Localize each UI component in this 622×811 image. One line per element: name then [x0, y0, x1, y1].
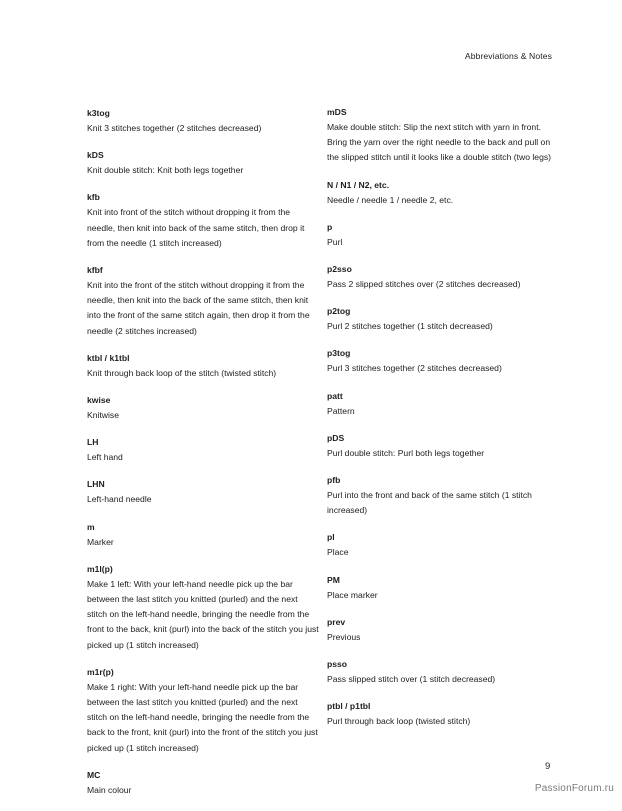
- abbreviation-term: m1r(p): [87, 666, 114, 677]
- abbreviation-definition: Knit double stitch: Knit both legs together: [87, 165, 244, 176]
- abbreviation-definition: Needle / needle 1 / needle 2, etc.: [327, 194, 454, 205]
- abbreviation-definition: Purl 3 stitches together (2 stitches decreased): [327, 363, 502, 374]
- abbreviation-term: kfbf: [87, 265, 103, 276]
- abbreviation-term: LHN: [87, 479, 105, 490]
- abbreviation-entry: [87, 264, 319, 339]
- abbreviation-term: pfb: [327, 475, 341, 486]
- abbreviation-term: m1l(p): [87, 563, 113, 574]
- abbreviation-definition: Purl through back loop (twisted stitch): [327, 716, 471, 727]
- abbreviation-term: pDS: [327, 432, 345, 443]
- abbreviation-definition: Make double stitch: Slip the next stitch with yarn in front. Bring the yarn over the right needle to the back and pull on the slipped stitch until it looks like a double stitch (two legs): [327, 122, 552, 163]
- abbreviation-entry: [327, 700, 559, 729]
- abbreviation-entry: [327, 263, 559, 292]
- abbreviation-term: mDS: [327, 107, 347, 117]
- abbreviation-term: p2sso: [327, 264, 352, 275]
- abbreviation-definition: Purl 2 stitches together (1 stitch decreased): [327, 321, 493, 332]
- abbreviation-definition: Purl: [327, 236, 343, 247]
- abbreviations-left-column: [87, 107, 319, 811]
- abbreviation-term: k3tog: [87, 108, 110, 118]
- abbreviation-entry: [87, 563, 319, 653]
- abbreviation-term: p2tog: [327, 306, 351, 317]
- abbreviation-entry: [87, 521, 319, 550]
- abbreviation-definition: Make 1 left: With your left-hand needle pick up the bar between the last stitch you knitted (purled) and the next stitch on the left-hand needle, bringing the needle from the front to the back, knit (purl) into the back of the stitch you just picked up (1 stitch increased): [87, 578, 319, 650]
- abbreviation-entry: [87, 191, 319, 251]
- abbreviation-entry: [327, 390, 559, 419]
- abbreviation-entry: [327, 347, 559, 376]
- abbreviation-entry: [327, 531, 559, 560]
- abbreviation-entry: [87, 666, 319, 756]
- abbreviation-definition: Knit into the front of the stitch without dropping it from the needle, then knit into the back of the same stitch, then knit into the front of the same stitch again, then drop it from the needle (2 stitches increased): [87, 280, 310, 336]
- abbreviation-definition: Previous: [327, 631, 361, 642]
- abbreviation-term: MC: [87, 769, 101, 780]
- abbreviations-right-column: [327, 106, 559, 742]
- abbreviation-definition: Marker: [87, 536, 114, 547]
- abbreviation-definition: Knit into front of the stitch without dropping it from the needle, then knit into back of the same stitch, then drop it from the needle (1 stitch increased): [87, 207, 305, 248]
- abbreviation-entry: [87, 769, 319, 798]
- abbreviation-term: kfb: [87, 192, 100, 203]
- abbreviation-entry: [327, 432, 559, 461]
- abbreviation-entry: [327, 474, 559, 518]
- abbreviation-definition: Pass 2 slipped stitches over (2 stitches decreased): [327, 279, 521, 290]
- abbreviation-entry: [87, 394, 319, 423]
- watermark: PassionForum.ru: [534, 783, 614, 794]
- abbreviation-definition: Pass slipped stitch over (1 stitch decreased): [327, 674, 496, 685]
- abbreviation-entry: [327, 221, 559, 250]
- abbreviation-term: N / N1 / N2, etc.: [327, 179, 390, 190]
- abbreviation-definition: Purl into the front and back of the same stitch (1 stitch increased): [327, 490, 532, 516]
- abbreviation-term: p: [327, 221, 333, 232]
- abbreviation-term: patt: [327, 390, 343, 401]
- abbreviation-definition: Left hand: [87, 452, 123, 463]
- page-number: 9: [545, 761, 551, 772]
- abbreviation-entry: [87, 107, 319, 136]
- abbreviation-term: psso: [327, 659, 348, 670]
- abbreviation-entry: [327, 658, 559, 687]
- abbreviation-definition: Make 1 right: With your left-hand needle pick up the bar between the last stitch you knitted (purled) and the next stitch on the left-hand needle, bringing the needle from the back to the front, knit (purl) into the front of the stitch you just picked up (1 stitch increased): [87, 681, 318, 753]
- abbreviation-definition: Knitwise: [87, 410, 119, 421]
- abbreviation-entry: [327, 179, 559, 208]
- abbreviation-entry: [327, 305, 559, 334]
- abbreviation-term: LH: [87, 437, 99, 448]
- abbreviation-entry: [327, 574, 559, 603]
- abbreviation-term: pl: [327, 532, 335, 543]
- abbreviation-term: ptbl / p1tbl: [327, 701, 371, 712]
- page-header-title: Abbreviations & Notes: [464, 51, 552, 61]
- abbreviation-term: kwise: [87, 395, 111, 406]
- abbreviation-entry: [87, 436, 319, 465]
- abbreviation-definition: Place marker: [327, 589, 378, 600]
- abbreviation-term: ktbl / k1tbl: [87, 352, 130, 363]
- abbreviation-definition: Knit 3 stitches together (2 stitches decreased): [87, 123, 262, 133]
- abbreviation-definition: Purl double stitch: Purl both legs together: [327, 447, 485, 458]
- abbreviation-term: prev: [327, 616, 346, 627]
- abbreviation-entry: [87, 478, 319, 507]
- abbreviation-definition: Main colour: [87, 784, 132, 795]
- abbreviation-definition: Pattern: [327, 405, 355, 416]
- abbreviation-term: m: [87, 521, 95, 532]
- abbreviation-definition: Place: [327, 547, 349, 558]
- abbreviation-term: p3tog: [327, 348, 351, 359]
- abbreviation-definition: Knit through back loop of the stitch (twisted stitch): [87, 367, 277, 378]
- abbreviation-term: kDS: [87, 150, 104, 161]
- abbreviation-entry: [327, 616, 559, 645]
- abbreviation-entry: [87, 352, 319, 381]
- abbreviation-entry: [327, 106, 559, 166]
- abbreviation-entry: [87, 149, 319, 178]
- abbreviation-term: PM: [327, 574, 340, 585]
- abbreviation-definition: Left-hand needle: [87, 494, 152, 505]
